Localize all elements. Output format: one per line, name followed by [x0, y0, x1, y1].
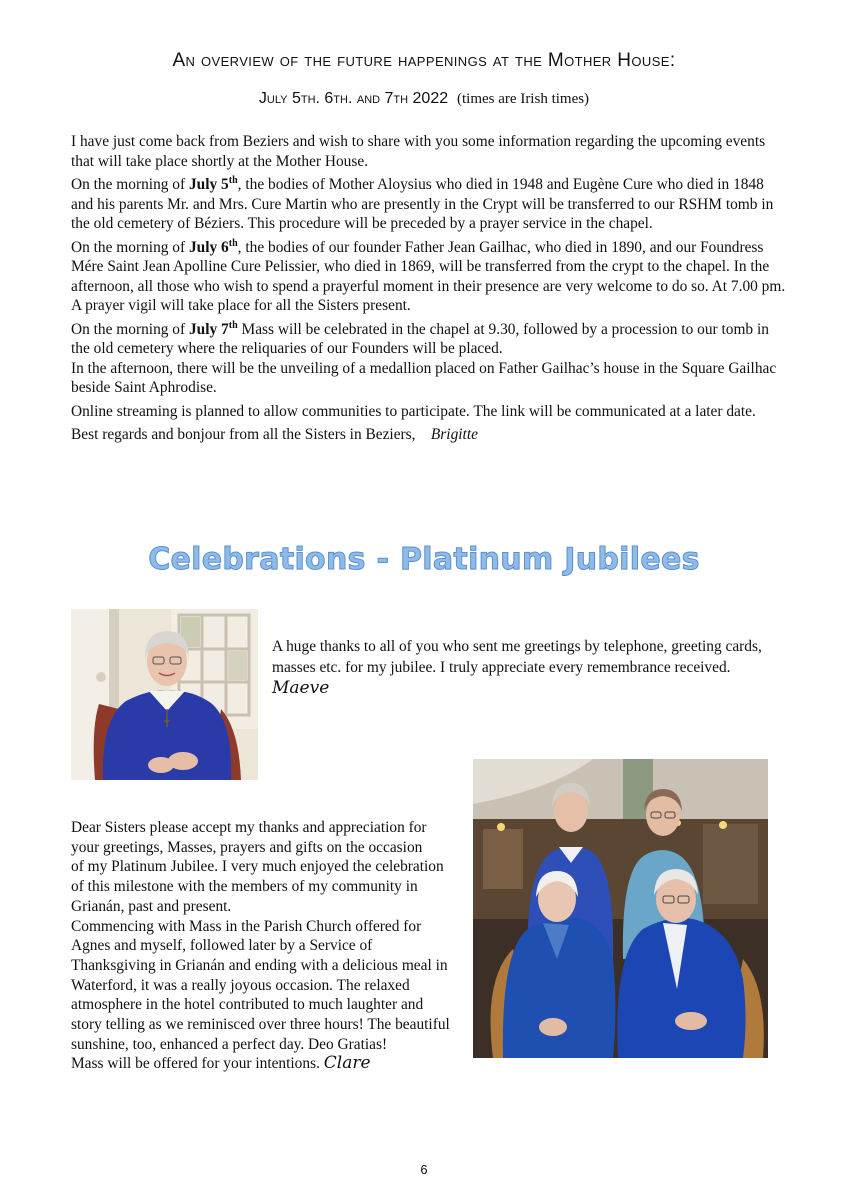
july7-date	[189, 321, 238, 338]
event-dates-text: July 5th. 6th. and 7th 2022	[258, 90, 449, 107]
signature-clare: Clare	[323, 1053, 371, 1074]
july5-prefix: On the morning of	[71, 176, 189, 193]
july5-date-text: July 5	[188, 176, 229, 193]
clare-line-3: Commencing with Mass in the Parish Church offered for Agnes and myself, followed later by a Service of Thanksgiving in Grianán and ending with a delicious meal in Waterford, it was a really joyous occasion. The relaxed atmosphere in the hotel contributed to much laughter and story telling as we reminisced over three hours! The beautiful sunshine, too, enhanced a perfect day. Deo Gratias!	[71, 917, 450, 1053]
july5-date	[189, 176, 238, 193]
july7-date-sup: th	[228, 319, 238, 331]
clare-line-1: Dear Sisters please accept my thanks and appreciation for your greetings, Masses, prayers and gifts on the occasion	[71, 819, 427, 856]
july5-date-sup: th	[228, 174, 238, 186]
clare-line-2: of my Platinum Jubilee. I very much enjoyed the celebration of this milestone with the members of my community in Grianán, past and present.	[71, 858, 444, 915]
closing-text: Best regards and bonjour from all the Sisters in Beziers,	[71, 426, 416, 443]
july7-afternoon-text: In the afternoon, there will be the unveiling of a medallion placed on Father Gailhac’s house in the Square Gailhac beside Saint Aphrodise.	[71, 359, 777, 396]
signature-maeve: Maeve	[272, 678, 330, 698]
july6-date-sup: th	[228, 237, 238, 249]
event-dates	[0, 90, 848, 108]
july6-date-text: July 6	[188, 238, 229, 256]
article-paragraph-july7	[71, 320, 786, 398]
maeve-message	[272, 637, 782, 700]
july6-date	[189, 239, 238, 256]
july6-text: , the bodies of our founder Father Jean Gailhac, who died in 1890, and our Foundress Mére Saint Jean Apolline Cure Pelissier, who died in 1869, will be transferred from the crypt to the chapel. In the afternoon, all those who wish to spend a prayerful moment in their presence are very welcome to do so. At 7.00 pm. A prayer vigil will take place for all the Sisters present.	[71, 238, 786, 314]
july5-text: , the bodies of Mother Aloysius who died in 1948 and Eugène Cure who died in 1848 and his parents Mr. and Mrs. Cure Martin who are presently in the Crypt will be transferred to our RSHM tomb in the old cemetery of Béziers. This procedure will be preceded by a prayer service in the chapel.	[71, 176, 774, 232]
photo-maeve	[71, 609, 258, 780]
signature-brigitte: Brigitte	[430, 426, 478, 443]
jubilee-section-title: Celebrations - Platinum Jubilees	[148, 542, 700, 577]
maeve-message-text: A huge thanks to all of you who sent me greetings by telephone, greeting cards, masses etc. for my jubilee. I truly appreciate every remembrance received.	[272, 638, 762, 676]
article-intro: I have just come back from Beziers and wish to share with you some information regarding the upcoming events that will take place shortly at the Mother House.	[71, 133, 766, 170]
july7-text: Mass will be celebrated in the chapel at 9.30, followed by a procession to our tomb in the old cemetery where the reliquaries of our Founders will be placed.	[71, 320, 769, 357]
july7-prefix: On the morning of	[71, 320, 189, 338]
july7-date-text: July 7	[188, 320, 229, 338]
mother-house-article	[71, 132, 786, 449]
article-paragraph-july6	[71, 238, 786, 316]
article-streaming-note: Online streaming is planned to allow communities to participate. The link will be communicated at a later date.	[71, 402, 756, 420]
page-title: An overview of the future happenings at the Mother House:	[172, 50, 676, 71]
event-dates-note: (times are Irish times)	[457, 91, 590, 107]
clare-last-line: Mass will be offered for your intentions.	[71, 1055, 320, 1073]
photo-jubilee-group	[473, 759, 768, 1058]
article-paragraph-july5	[71, 175, 786, 234]
page-number: 6	[420, 1162, 428, 1177]
clare-message	[71, 818, 456, 1074]
july6-prefix: On the morning of	[71, 238, 189, 256]
article-closing	[71, 425, 786, 445]
